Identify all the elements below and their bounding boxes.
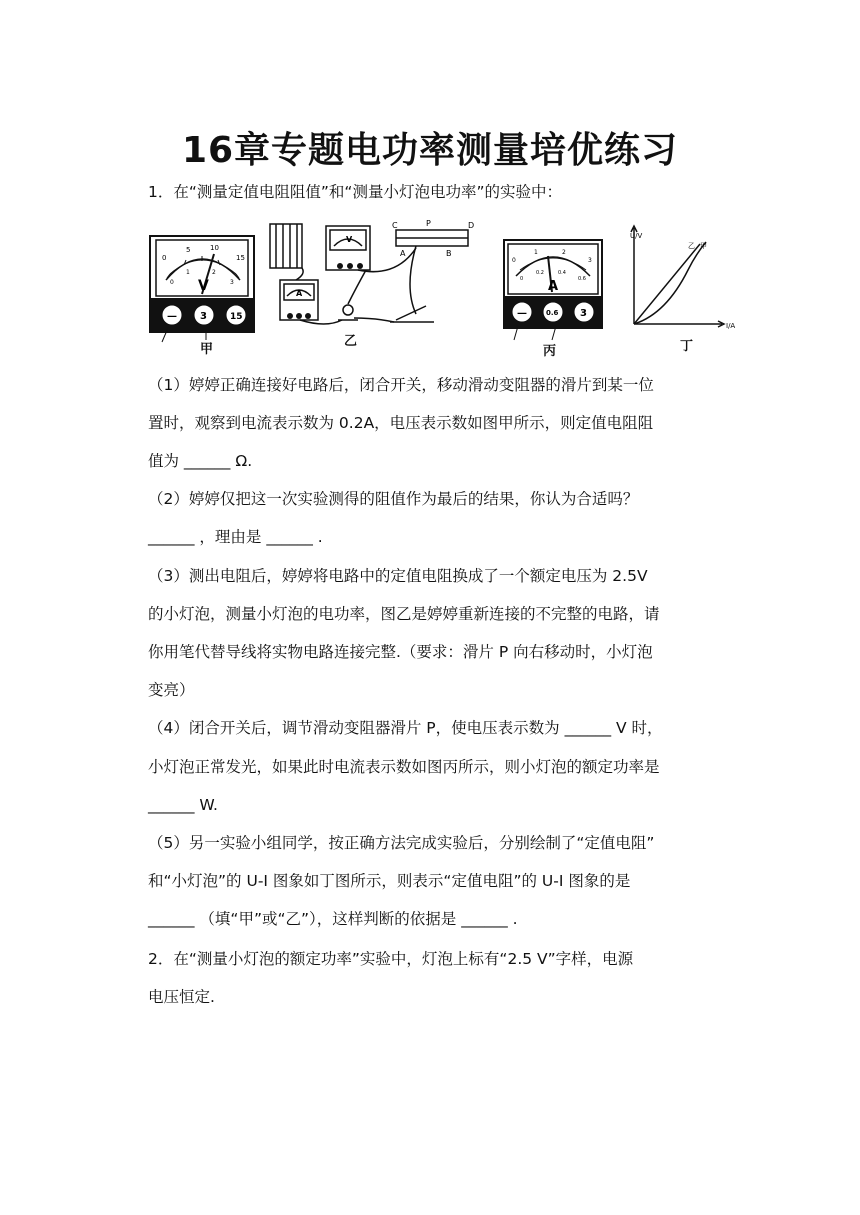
q1-part3-line: 变亮） xyxy=(148,681,195,699)
svg-text:A: A xyxy=(296,289,303,298)
a-scale-label: 0.2 xyxy=(536,270,544,276)
figure-label-bing: 丙 xyxy=(543,344,557,359)
a-terminal-label: — xyxy=(517,308,527,319)
figure-label-ding: 丁 xyxy=(680,339,694,354)
v-scale-label: 3 xyxy=(230,279,234,286)
q1-part1-line: （1）婷婷正确连接好电路后，闭合开关，移动滑动变阻器的滑片到某一位 xyxy=(148,376,654,394)
a-scale-label: 3 xyxy=(588,257,592,264)
v-terminal-label: 3 xyxy=(200,311,207,322)
figure-row xyxy=(148,218,748,358)
q1-part5-line: ______ （填“甲”或“乙”），这样判断的依据是 ______ . xyxy=(148,910,518,928)
graph-series-label: 甲 xyxy=(700,242,707,250)
q1-part3-line: （3）测出电阻后，婷婷将电路中的定值电阻换成了一个额定电压为 2.5V xyxy=(148,567,648,585)
question-2-line: 电压恒定. xyxy=(148,988,215,1006)
v-scale-label: 1 xyxy=(186,269,190,276)
graph-x-axis-label: I/A xyxy=(726,322,736,330)
voltmeter-figure xyxy=(148,218,258,343)
a-terminal-label: 0.6 xyxy=(546,309,559,317)
q1-part5-line: 和“小灯泡”的 U-I 图象如丁图所示，则表示“定值电阻”的 U-I 图象的是 xyxy=(148,872,631,890)
q1-part4-line: 小灯泡正常发光，如果此时电流表示数如图丙所示，则小灯泡的额定功率是 xyxy=(148,758,660,776)
v-scale-label: 5 xyxy=(186,246,191,254)
v-unit: V xyxy=(198,278,209,294)
question-2-line: 2．在“测量小灯泡的额定功率”实验中，灯泡上标有“2.5 V”字样，电源 xyxy=(148,950,634,968)
v-scale-label: 10 xyxy=(210,244,219,252)
rheostat-letter: P xyxy=(426,219,431,228)
q1-part2-line: （2）婷婷仅把这一次实验测得的阻值作为最后的结果，你认为合适吗？ xyxy=(148,490,639,508)
v-terminal-label: — xyxy=(167,311,177,322)
q1-part1-line: 置时，观察到电流表示数为 0.2A，电压表示数如图甲所示，则定值电阻阻 xyxy=(148,414,654,432)
v-scale-label: 15 xyxy=(236,254,245,262)
rheostat-letter: A xyxy=(400,249,406,258)
ui-graph-figure xyxy=(626,218,748,343)
graph-series-label: 乙 xyxy=(688,242,695,250)
v-terminal-label: 15 xyxy=(230,312,243,322)
circuit-figure xyxy=(266,218,481,343)
rheostat-letter: C xyxy=(392,221,398,230)
a-scale-label: 0 xyxy=(512,257,516,264)
rheostat-letter: B xyxy=(446,249,452,258)
v-scale-label: 0 xyxy=(170,279,174,286)
svg-text:V: V xyxy=(346,235,353,244)
q1-part4-line: （4）闭合开关后，调节滑动变阻器滑片 P，使电压表示数为 ______ V 时， xyxy=(148,719,663,737)
q1-part4-line: ______ W. xyxy=(148,796,218,814)
page-title: 16章专题电功率测量培优练习 xyxy=(181,130,679,171)
q1-part2-line: ______ ，理由是 ______ . xyxy=(148,528,323,546)
question-1-stem: 1．在“测量定值电阻阻值”和“测量小灯泡电功率”的实验中： xyxy=(148,183,562,201)
figure-label-jia: 甲 xyxy=(200,342,214,357)
a-scale-label: 2 xyxy=(562,249,566,256)
figure-label-yi: 乙 xyxy=(344,334,358,349)
rheostat-letter: D xyxy=(468,221,475,230)
a-unit: A xyxy=(548,279,559,294)
a-scale-label: 0 xyxy=(520,276,524,282)
v-scale-label: 0 xyxy=(162,254,167,262)
v-scale-label: 2 xyxy=(212,269,216,276)
q1-part5-line: （5）另一实验小组同学，按正确方法完成实验后，分别绘制了“定值电阻” xyxy=(148,834,655,852)
q1-part3-line: 的小灯泡，测量小灯泡的电功率，图乙是婷婷重新连接的不完整的电路，请 xyxy=(148,605,660,623)
a-scale-label: 0.6 xyxy=(578,276,586,282)
a-scale-label: 1 xyxy=(534,249,538,256)
graph-y-axis-label: U/V xyxy=(630,232,643,240)
a-terminal-label: 3 xyxy=(580,308,587,319)
q1-part1-line: 值为 ______ Ω. xyxy=(148,452,253,470)
ammeter-figure xyxy=(502,218,607,343)
a-scale-label: 0.4 xyxy=(558,270,566,276)
q1-part3-line: 你用笔代替导线将实物电路连接完整.（要求：滑片 P 向右移动时，小灯泡 xyxy=(148,643,653,661)
